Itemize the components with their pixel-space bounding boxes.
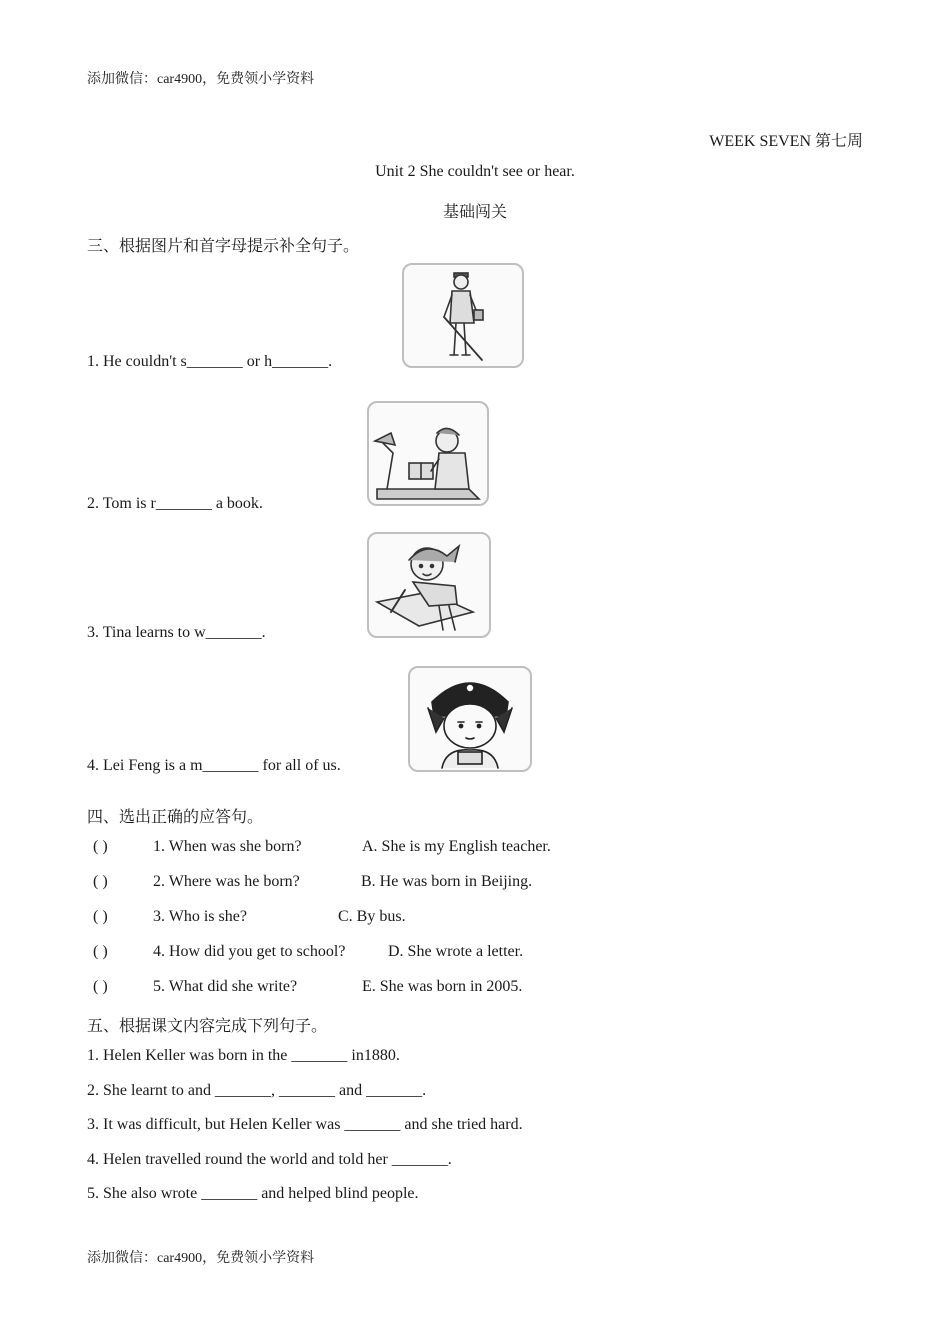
lei-feng-portrait-icon	[408, 666, 532, 772]
part3-item-2: 2. Tom is r_______ a book.	[87, 495, 263, 512]
part3-item-3: 3. Tina learns to w_______.	[87, 624, 266, 641]
header-note: 添加微信：car4900，免费领小学资料	[87, 72, 315, 87]
part4-question-2: 2. Where was he born?	[153, 873, 300, 890]
part3-item-1: 1. He couldn't s_______ or h_______.	[87, 353, 333, 370]
part4-question-4: 4. How did you get to school?	[153, 943, 346, 960]
answer-bracket[interactable]: ( )	[93, 978, 108, 995]
boy-reading-at-desk-icon	[367, 401, 489, 506]
week-label: WEEK SEVEN 第七周	[709, 133, 863, 150]
part5-item-1: 1. Helen Keller was born in the _______ in1880.	[87, 1047, 400, 1064]
part5-title: 五、根据课文内容完成下列句子。	[87, 1018, 328, 1035]
part3-title: 三、根据图片和首字母提示补全句子。	[87, 238, 360, 255]
answer-bracket[interactable]: ( )	[93, 908, 108, 925]
part4-answer-b: B. He was born in Beijing.	[361, 873, 533, 890]
part5-item-5: 5. She also wrote _______ and helped blind people.	[87, 1185, 419, 1202]
answer-bracket[interactable]: ( )	[93, 873, 108, 890]
answer-bracket[interactable]: ( )	[93, 943, 108, 960]
part4-answer-a: A. She is my English teacher.	[362, 838, 551, 855]
part4-question-1: 1. When was she born?	[153, 838, 302, 855]
part4-answer-c: C. By bus.	[338, 908, 406, 925]
part4-answer-e: E. She was born in 2005.	[362, 978, 523, 995]
blind-man-with-cane-icon	[402, 263, 524, 368]
section-label: 基础闯关	[442, 204, 507, 221]
answer-bracket[interactable]: ( )	[93, 838, 108, 855]
girl-writing-icon	[367, 532, 491, 638]
part4-title: 四、选出正确的应答句。	[87, 809, 264, 826]
part5-item-3: 3. It was difficult, but Helen Keller was _______ and she tried hard.	[87, 1116, 523, 1133]
part4-question-3: 3. Who is she?	[153, 908, 247, 925]
part5-item-4: 4. Helen travelled round the world and told her _______.	[87, 1151, 452, 1168]
part4-question-5: 5. What did she write?	[153, 978, 298, 995]
part3-item-4: 4. Lei Feng is a m_______ for all of us.	[87, 757, 341, 774]
unit-title: Unit 2 She couldn't see or hear.	[375, 163, 575, 180]
part4-answer-d: D. She wrote a letter.	[388, 943, 524, 960]
footer-note: 添加微信：car4900，免费领小学资料	[87, 1251, 315, 1266]
part5-item-2: 2. She learnt to and _______, _______ and _______.	[87, 1082, 427, 1099]
